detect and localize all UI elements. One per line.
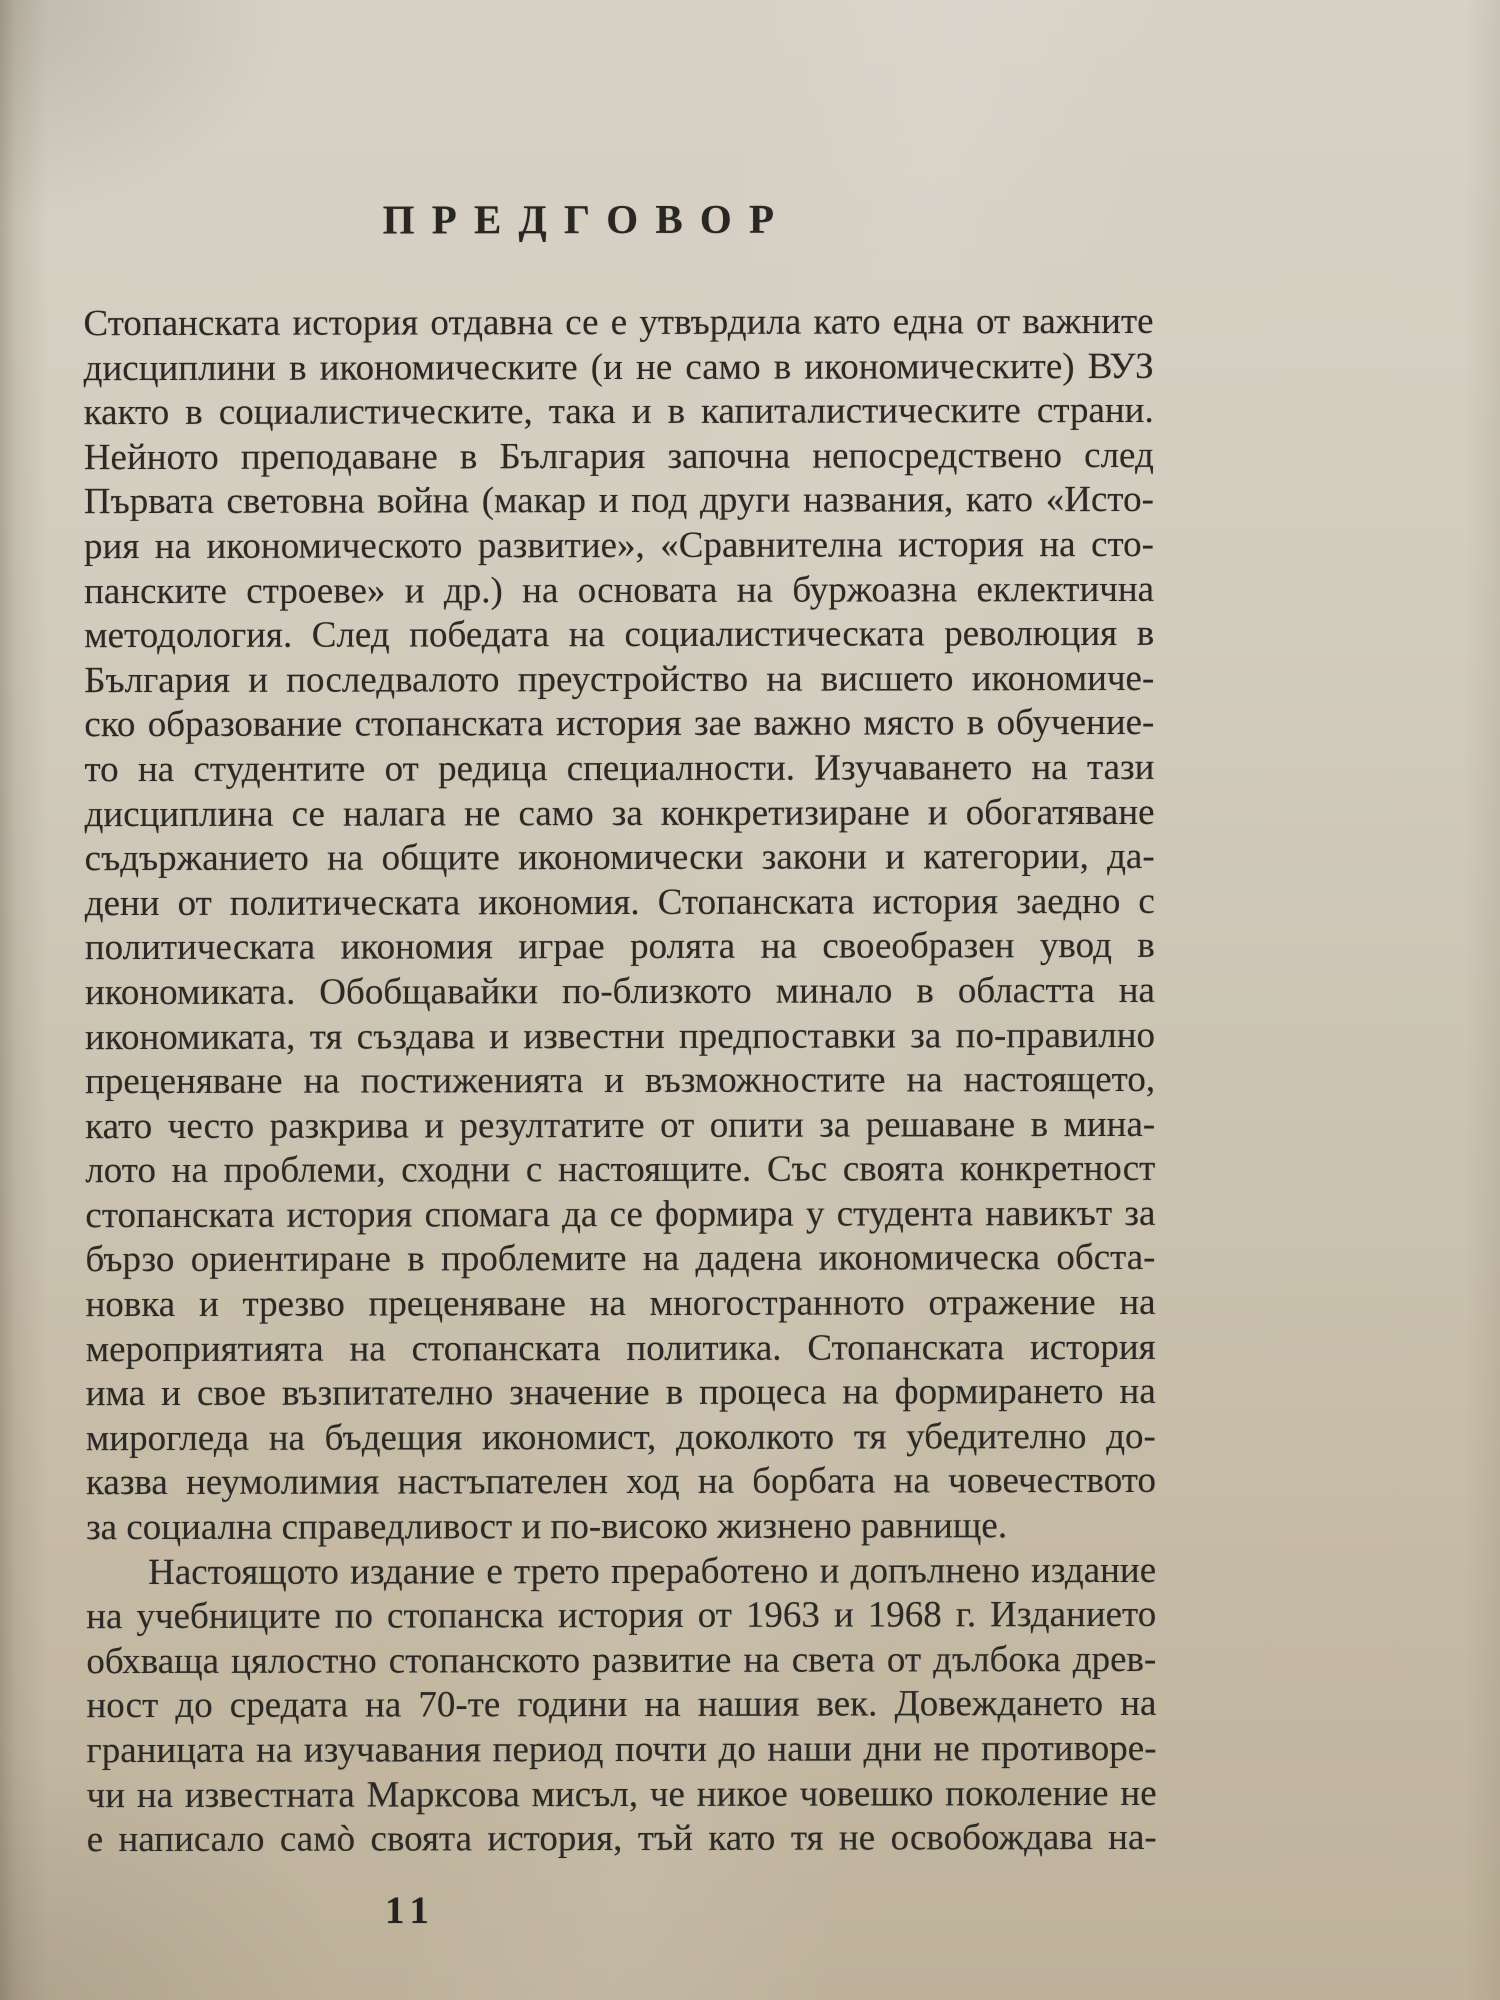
text-line: дисциплини в икономическите (и не само в икономическите) ВУЗ	[83, 345, 1154, 389]
text-line: стопанската история спомага да се формира у студента навикът за	[85, 1192, 1156, 1236]
text-line: рия на икономическото развитие», «Сравнителна история на сто-	[83, 523, 1155, 568]
text-line: на учебниците по стопанска история от 1963 и 1968 г. Изданието	[86, 1594, 1157, 1638]
text-line: чи на известната Марксова мисъл, че никое човешко поколение не	[86, 1772, 1157, 1816]
text-line: ност до средата на 70-те години на нашия век. Довеждането на	[86, 1683, 1157, 1727]
text-line: панските строеве» и др.) на основата на буржоазна еклектична	[84, 568, 1155, 612]
text-line: е написало самò своята история, тъй като тя не освобождава на-	[86, 1817, 1157, 1861]
text-line: то на студентите от редица специалности. Изучаването на тази	[84, 746, 1155, 791]
text-line: казва неумолимия настъпателен ход на борбата на човечеството	[85, 1460, 1156, 1504]
text-line: като често разкрива и резултатите от опити за решаване в мина-	[85, 1103, 1156, 1147]
text-line: ско образование стопанската история зае важно място в обучение-	[84, 702, 1155, 746]
text-line: методология. След победата на социалистическата революция в	[84, 613, 1155, 657]
text-line: Стопанската история отдавна се е утвърдила като една от важните	[83, 300, 1154, 345]
page-number: 11	[385, 1889, 436, 1932]
text-line: както в социалистическите, така и в капиталистическите страни.	[83, 390, 1154, 434]
page-content	[83, 194, 1156, 1863]
text-line: мероприятията на стопанската политика. Стопанската история	[85, 1326, 1156, 1370]
text-line: преценяване на постиженията и възможностите на настоящето,	[85, 1058, 1156, 1103]
text-line: мирогледа на бъдещия икономист, доколкото тя убедително до-	[85, 1415, 1156, 1459]
body-text	[83, 300, 1156, 1863]
text-line: новка и трезво преценяване на многостранното отражение на	[85, 1281, 1156, 1326]
text-line: съдържанието на общите икономически закони и категории, да-	[84, 836, 1155, 880]
text-line: икономиката, тя създава и известни предпоставки за по-правилно	[84, 1014, 1156, 1058]
text-line: границата на изучавания период почти до наши дни не противоре-	[86, 1727, 1157, 1772]
text-line: има и свое възпитателно значение в процеса на формирането на	[85, 1371, 1156, 1415]
text-line: Първата световна война (макар и под други названия, като «Исто-	[83, 479, 1154, 523]
text-line: Настоящото издание е трето преработено и допълнено издание	[148, 1549, 1157, 1593]
text-line: лото на проблеми, сходни с настоящите. Със своята конкретност	[85, 1148, 1156, 1192]
text-line: бързо ориентиране в проблемите на дадена икономическа обста-	[85, 1237, 1156, 1281]
text-line: за социална справедливост и по-високо жизнено равнище.	[86, 1505, 1008, 1549]
text-line: България и последвалото преустройство на висшето икономиче-	[84, 657, 1155, 701]
text-line: политическата икономия играе ролята на своеобразен увод в	[84, 925, 1155, 969]
text-line: дисциплина се налага не само за конкретизиране и обогатяване	[84, 791, 1155, 835]
text-line: дени от политическата икономия. Стопанската история заедно с	[84, 880, 1155, 924]
page-title: ПРЕДГОВОР	[382, 195, 792, 243]
text-line: икономиката. Обобщавайки по-близкото минало в областта на	[84, 969, 1155, 1014]
text-line: Нейното преподаване в България започна непосредствено след	[83, 434, 1154, 478]
text-line: обхваща цялостно стопанското развитие на света от дълбока древ-	[86, 1638, 1157, 1682]
